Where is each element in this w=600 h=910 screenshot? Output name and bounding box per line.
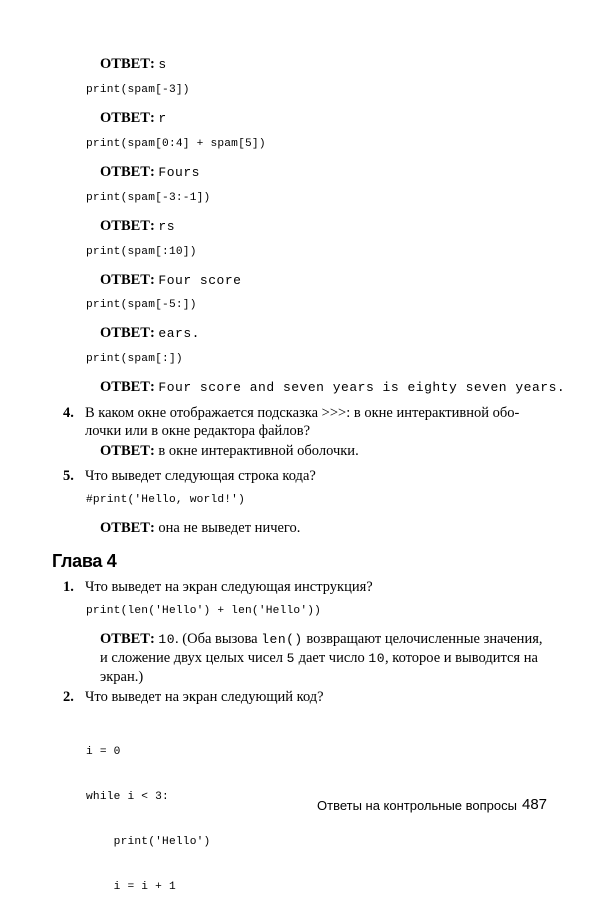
answer-label: ОТВЕТ: <box>100 272 155 288</box>
question-5 <box>63 467 553 485</box>
code-line: print(len('Hello') + len('Hello')) <box>86 605 322 617</box>
answer-line <box>100 649 560 668</box>
answer-label: ОТВЕТ: <box>100 56 155 72</box>
inline-code: len() <box>261 632 303 647</box>
answer-text: . (Оба вызова <box>175 631 262 647</box>
answer-line <box>100 324 200 343</box>
answer-line <box>100 55 167 74</box>
answer-text: и сложение двух целых чисел <box>100 650 287 666</box>
answer-label: ОТВЕТ: <box>100 379 155 395</box>
answer-line <box>100 442 359 460</box>
answer-label: ОТВЕТ: <box>100 443 155 459</box>
answer-label: ОТВЕТ: <box>100 218 155 234</box>
answer-text: возвращают целочисленные значения, <box>302 631 543 647</box>
chapter4-question-1 <box>63 578 553 596</box>
code-line: print('Hello') <box>86 836 211 848</box>
code-line: print(spam[-3:-1]) <box>86 192 211 204</box>
question-4 <box>63 404 553 440</box>
answer-line <box>100 378 565 397</box>
code-line: while i < 3: <box>86 791 169 803</box>
question-number: 5. <box>63 468 74 484</box>
question-text <box>85 404 553 440</box>
question-number: 4. <box>63 405 74 421</box>
answer-value: она не выведет ничего. <box>158 520 301 536</box>
inline-code: 5 <box>286 651 295 666</box>
question-text: Что выведет на экран следующая инструкция? <box>85 579 373 595</box>
code-block <box>86 715 210 910</box>
answer-text: дает число <box>294 650 369 666</box>
answer-label: ОТВЕТ: <box>100 325 155 341</box>
answer-label: ОТВЕТ: <box>100 164 155 180</box>
question-text: Что выведет следующая строка кода? <box>85 468 316 484</box>
question-text-line: лочки или в окне редактора файлов? <box>85 423 311 439</box>
answer-value: в окне интерактивной оболочки. <box>158 443 359 459</box>
answer-label: ОТВЕТ: <box>100 631 155 647</box>
answer-line <box>100 271 241 290</box>
chapter4-question-2 <box>63 688 553 706</box>
code-line: print(spam[:10]) <box>86 246 197 258</box>
answer-text: экран.) <box>100 669 144 685</box>
question-text-line: В каком окне отображается подсказка >>>: в окне интерактивной обо- <box>85 405 520 421</box>
answer-label: ОТВЕТ: <box>100 110 155 126</box>
answer-line <box>100 630 560 649</box>
answer-line <box>100 109 167 128</box>
answer-label: ОТВЕТ: <box>100 520 155 536</box>
code-line: print(spam[0:4] + spam[5]) <box>86 138 266 150</box>
answer-line <box>100 163 200 182</box>
question-text: Что выведет на экран следующий код? <box>85 689 324 705</box>
answer-text: , которое и выводится на <box>385 650 538 666</box>
answer-value: r <box>158 111 167 126</box>
question-number: 2. <box>63 689 74 705</box>
code-line: print(spam[-5:]) <box>86 299 197 311</box>
chapter-heading: Глава 4 <box>52 551 117 571</box>
running-footer: Ответы на контрольные вопросы <box>317 798 517 813</box>
answer-value: Fours <box>158 165 200 180</box>
answer-value: rs <box>158 219 176 234</box>
answer-value: s <box>158 57 167 72</box>
answer-block <box>100 630 560 686</box>
answer-line <box>100 217 175 236</box>
answer-line <box>100 668 560 686</box>
answer-value: 10 <box>158 632 176 647</box>
answer-line <box>100 519 300 537</box>
code-line: print(spam[-3]) <box>86 84 190 96</box>
code-line: i = i + 1 <box>86 881 176 893</box>
answer-value: Four score <box>158 273 242 288</box>
question-number: 1. <box>63 579 74 595</box>
code-line: #print('Hello, world!') <box>86 494 246 506</box>
code-line: print(spam[:]) <box>86 353 183 365</box>
code-line: i = 0 <box>86 746 121 758</box>
page-number: 487 <box>522 796 548 813</box>
inline-code: 10 <box>368 651 386 666</box>
answer-value: Four score and seven years is eighty seven years. <box>158 380 566 395</box>
answer-value: ears. <box>158 326 200 341</box>
